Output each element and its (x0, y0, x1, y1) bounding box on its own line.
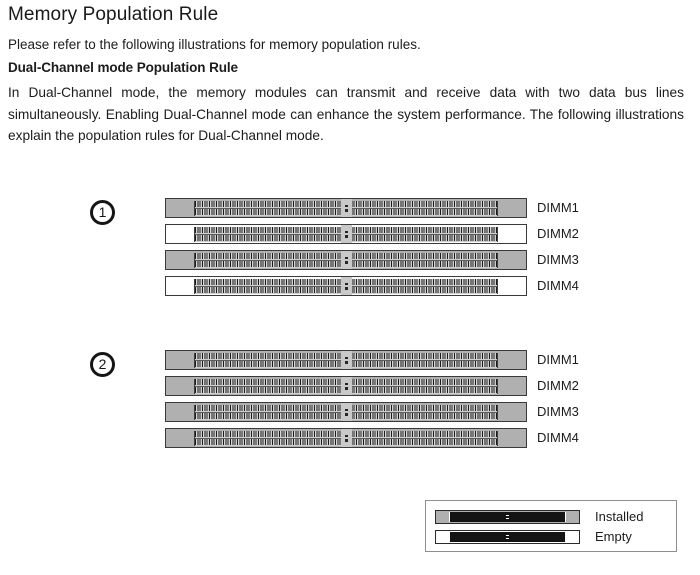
page-title: Memory Population Rule (8, 4, 219, 25)
dimm-slot-dimm4[interactable] (165, 428, 527, 448)
dimm-slot-row (165, 250, 579, 270)
slot-latch-right-icon (498, 377, 526, 395)
dimm-slot-stack (165, 198, 579, 302)
dimm-slot-label: DIMM2 (537, 378, 579, 393)
dimm-slot-row (165, 224, 579, 244)
slot-latch-right-icon (498, 225, 526, 243)
slot-latch-left-icon (166, 403, 194, 421)
legend-label-empty: Empty (595, 529, 632, 544)
dimm-slot-dimm2[interactable] (165, 224, 527, 244)
slot-latch-left-icon (166, 351, 194, 369)
dimm-slot-row (165, 428, 579, 448)
slot-key-notch-icon (341, 403, 352, 421)
slot-latch-right-icon (498, 429, 526, 447)
dimm-slot-row (165, 376, 579, 396)
dimm-slot-label: DIMM4 (537, 278, 579, 293)
slot-latch-right-icon (498, 199, 526, 217)
dimm-slot-dimm1[interactable] (165, 350, 527, 370)
section-heading: Dual-Channel mode Population Rule (8, 60, 238, 75)
dimm-slot-row (165, 276, 579, 296)
dimm-slot-dimm2[interactable] (165, 376, 527, 396)
slot-latch-left-icon (166, 251, 194, 269)
slot-key-notch-icon (341, 377, 352, 395)
slot-latch-right-icon (498, 403, 526, 421)
step-number-badge: 2 (90, 352, 115, 377)
legend-latch-left-icon (436, 531, 449, 543)
slot-latch-right-icon (498, 351, 526, 369)
dimm-slot-dimm4[interactable] (165, 276, 527, 296)
dimm-slot-label: DIMM3 (537, 252, 579, 267)
dimm-slot-label: DIMM2 (537, 226, 579, 241)
dimm-slot-dimm3[interactable] (165, 402, 527, 422)
dimm-slot-row (165, 402, 579, 422)
dimm-slot-label: DIMM1 (537, 352, 579, 367)
slot-key-notch-icon (341, 277, 352, 295)
dimm-slot-dimm1[interactable] (165, 198, 527, 218)
legend-box (425, 500, 677, 552)
slot-key-notch-icon (341, 429, 352, 447)
slot-latch-right-icon (498, 277, 526, 295)
legend-latch-right-icon (566, 531, 579, 543)
slot-key-notch-icon (341, 351, 352, 369)
slot-key-notch-icon (341, 199, 352, 217)
slot-latch-left-icon (166, 429, 194, 447)
body-paragraph: In Dual-Channel mode, the memory modules can transmit and receive data with two data bus lines simultaneously. Enabling Dual-Channel mode can enhance the system performance. The following illustrations explain the population rules for Dual-Channel mode. (8, 85, 684, 143)
dimm-slot-dimm3[interactable] (165, 250, 527, 270)
slot-latch-left-icon (166, 199, 194, 217)
legend-label-installed: Installed (595, 509, 644, 524)
legend-key-notch-icon (506, 533, 510, 542)
dimm-slot-label: DIMM3 (537, 404, 579, 419)
dimm-slot-stack (165, 350, 579, 454)
legend-latch-left-icon (436, 511, 449, 523)
legend-key-notch-icon (506, 513, 510, 522)
step-number-badge: 1 (90, 200, 115, 225)
document-text-block (8, 4, 692, 147)
legend-swatch-installed-icon (435, 510, 580, 524)
dimm-slot-row (165, 350, 579, 370)
dimm-slot-label: DIMM4 (537, 430, 579, 445)
dimm-slot-row (165, 198, 579, 218)
slot-latch-left-icon (166, 277, 194, 295)
intro-paragraph: Please refer to the following illustrations for memory population rules. (8, 37, 421, 52)
slot-latch-right-icon (498, 251, 526, 269)
slot-latch-left-icon (166, 377, 194, 395)
slot-latch-left-icon (166, 225, 194, 243)
legend-swatch-empty-icon (435, 530, 580, 544)
slot-key-notch-icon (341, 225, 352, 243)
legend-latch-right-icon (566, 511, 579, 523)
slot-key-notch-icon (341, 251, 352, 269)
dimm-slot-label: DIMM1 (537, 200, 579, 215)
